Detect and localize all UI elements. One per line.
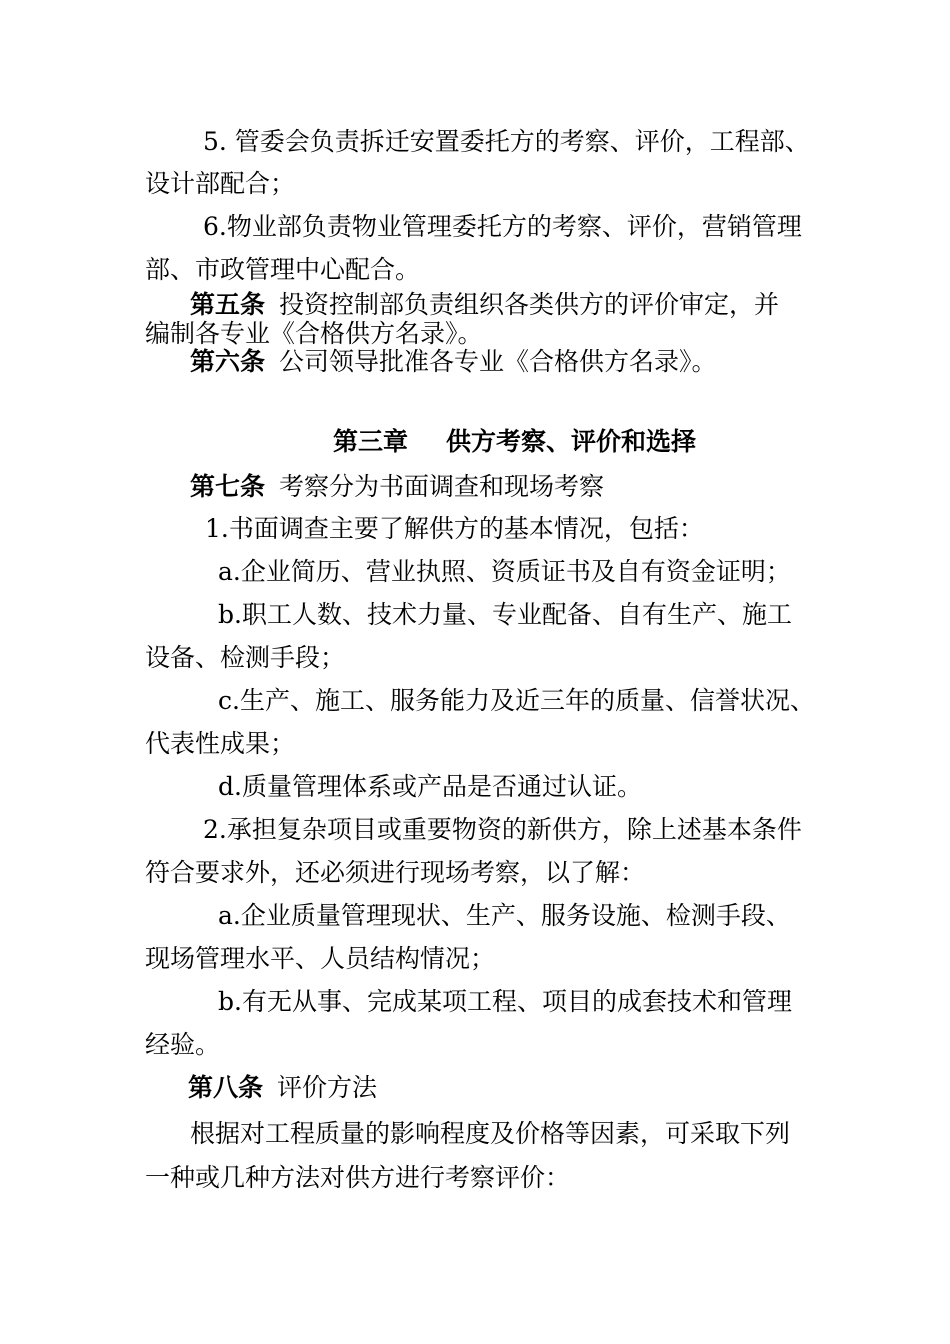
paragraph-line: 1.书面调查主要了解供方的基本情况，包括： <box>205 514 704 543</box>
paragraph-line: 设计部配合； <box>145 169 296 198</box>
article-text: 考察分为书面调查和现场考察 <box>279 472 605 501</box>
paragraph-line: 6.物业部负责物业管理委托方的考察、评价，营销管理 <box>203 212 802 241</box>
article-text: 评价方法 <box>277 1073 378 1102</box>
chapter-title: 供方考察、评价和选择 <box>446 427 697 456</box>
article-text: 公司领导批准各专业《合格供方名录》。 <box>279 347 717 376</box>
paragraph-line: 现场管理水平、人员结构情况； <box>145 944 496 973</box>
paragraph-line: a.企业质量管理现状、生产、服务设施、检测手段、 <box>218 901 791 930</box>
paragraph-line: 符合要求外，还必须进行现场考察，以了解： <box>145 858 646 887</box>
chapter-number: 第三章 <box>333 427 409 456</box>
paragraph-line: 2.承担复杂项目或重要物资的新供方，除上述基本条件 <box>203 815 802 844</box>
paragraph-line: 编制各专业《合格供方名录》。 <box>145 319 483 348</box>
paragraph-line: 5. 管委会负责拆迁安置委托方的考察、评价，工程部、 <box>203 127 810 156</box>
article-text: 投资控制部负责组织各类供方的评价审定，并 <box>279 290 780 319</box>
article-six-line <box>190 346 717 378</box>
paragraph-line: 部、市政管理中心配合。 <box>145 255 421 284</box>
paragraph-line: 代表性成果； <box>145 729 296 758</box>
paragraph-line: 根据对工程质量的影响程度及价格等因素，可采取下列 <box>190 1119 791 1148</box>
chapter-heading <box>333 426 696 458</box>
article-seven-line <box>190 471 604 503</box>
article-eight-line <box>188 1072 377 1104</box>
paragraph-line: b.职工人数、技术力量、专业配备、自有生产、施工 <box>218 600 792 629</box>
paragraph-line: a.企业简历、营业执照、资质证书及自有资金证明； <box>218 557 791 586</box>
article-label: 第八条 <box>188 1073 264 1102</box>
paragraph-line: 设备、检测手段； <box>145 643 346 672</box>
paragraph-line: 经验。 <box>145 1030 221 1059</box>
article-five-line <box>190 289 779 321</box>
paragraph-line: c.生产、施工、服务能力及近三年的质量、信誉状况、 <box>218 686 815 715</box>
paragraph-line: b.有无从事、完成某项工程、项目的成套技术和管理 <box>218 987 792 1016</box>
article-label: 第六条 <box>190 347 266 376</box>
article-label: 第七条 <box>190 472 266 501</box>
article-label: 第五条 <box>190 290 266 319</box>
paragraph-line: d.质量管理体系或产品是否通过认证。 <box>218 772 642 801</box>
paragraph-line: 一种或几种方法对供方进行考察评价： <box>145 1163 571 1192</box>
